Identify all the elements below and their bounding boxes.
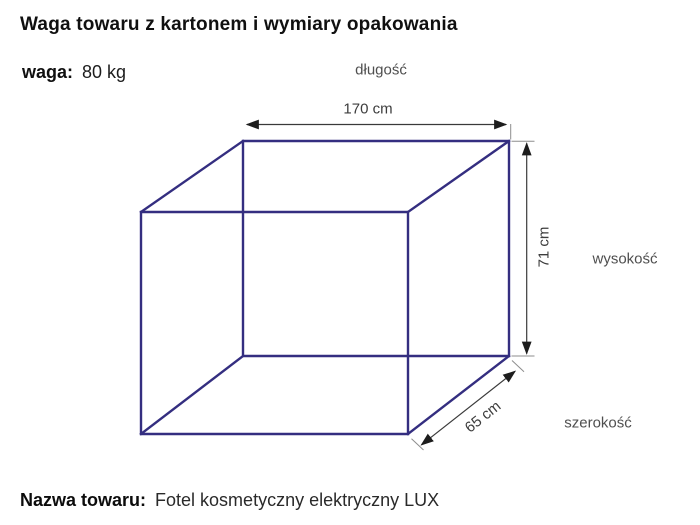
weight-value: 80 kg	[82, 62, 127, 82]
box-back-face	[243, 141, 509, 356]
box-front-face	[141, 212, 408, 434]
box-edge-top-left	[141, 141, 243, 212]
box-edge-top-right	[408, 141, 509, 212]
box-edges	[141, 141, 509, 434]
page-title: Waga towaru z kartonem i wymiary opakowania	[20, 14, 458, 35]
dimension-lines	[247, 125, 527, 445]
box-edge-bottom-right	[408, 356, 509, 434]
length-dimension-value: 170 cm	[343, 100, 393, 118]
product-name-value: Fotel kosmetyczny elektryczny LUX	[155, 490, 440, 510]
height-axis-label: wysokość	[592, 250, 658, 268]
weight-label: waga:	[22, 62, 74, 82]
weight-row	[22, 62, 126, 83]
product-name-label: Nazwa towaru:	[20, 490, 147, 510]
width-axis-label: szerokość	[564, 414, 632, 432]
width-extension-back	[512, 361, 524, 372]
product-name-row	[20, 490, 439, 511]
extension-lines	[412, 124, 535, 450]
height-dimension-value: 71 cm	[535, 226, 553, 268]
length-axis-label: długość	[355, 61, 407, 79]
width-dimension-value: 65 cm	[461, 397, 505, 437]
box-edge-bottom-left	[141, 356, 243, 434]
